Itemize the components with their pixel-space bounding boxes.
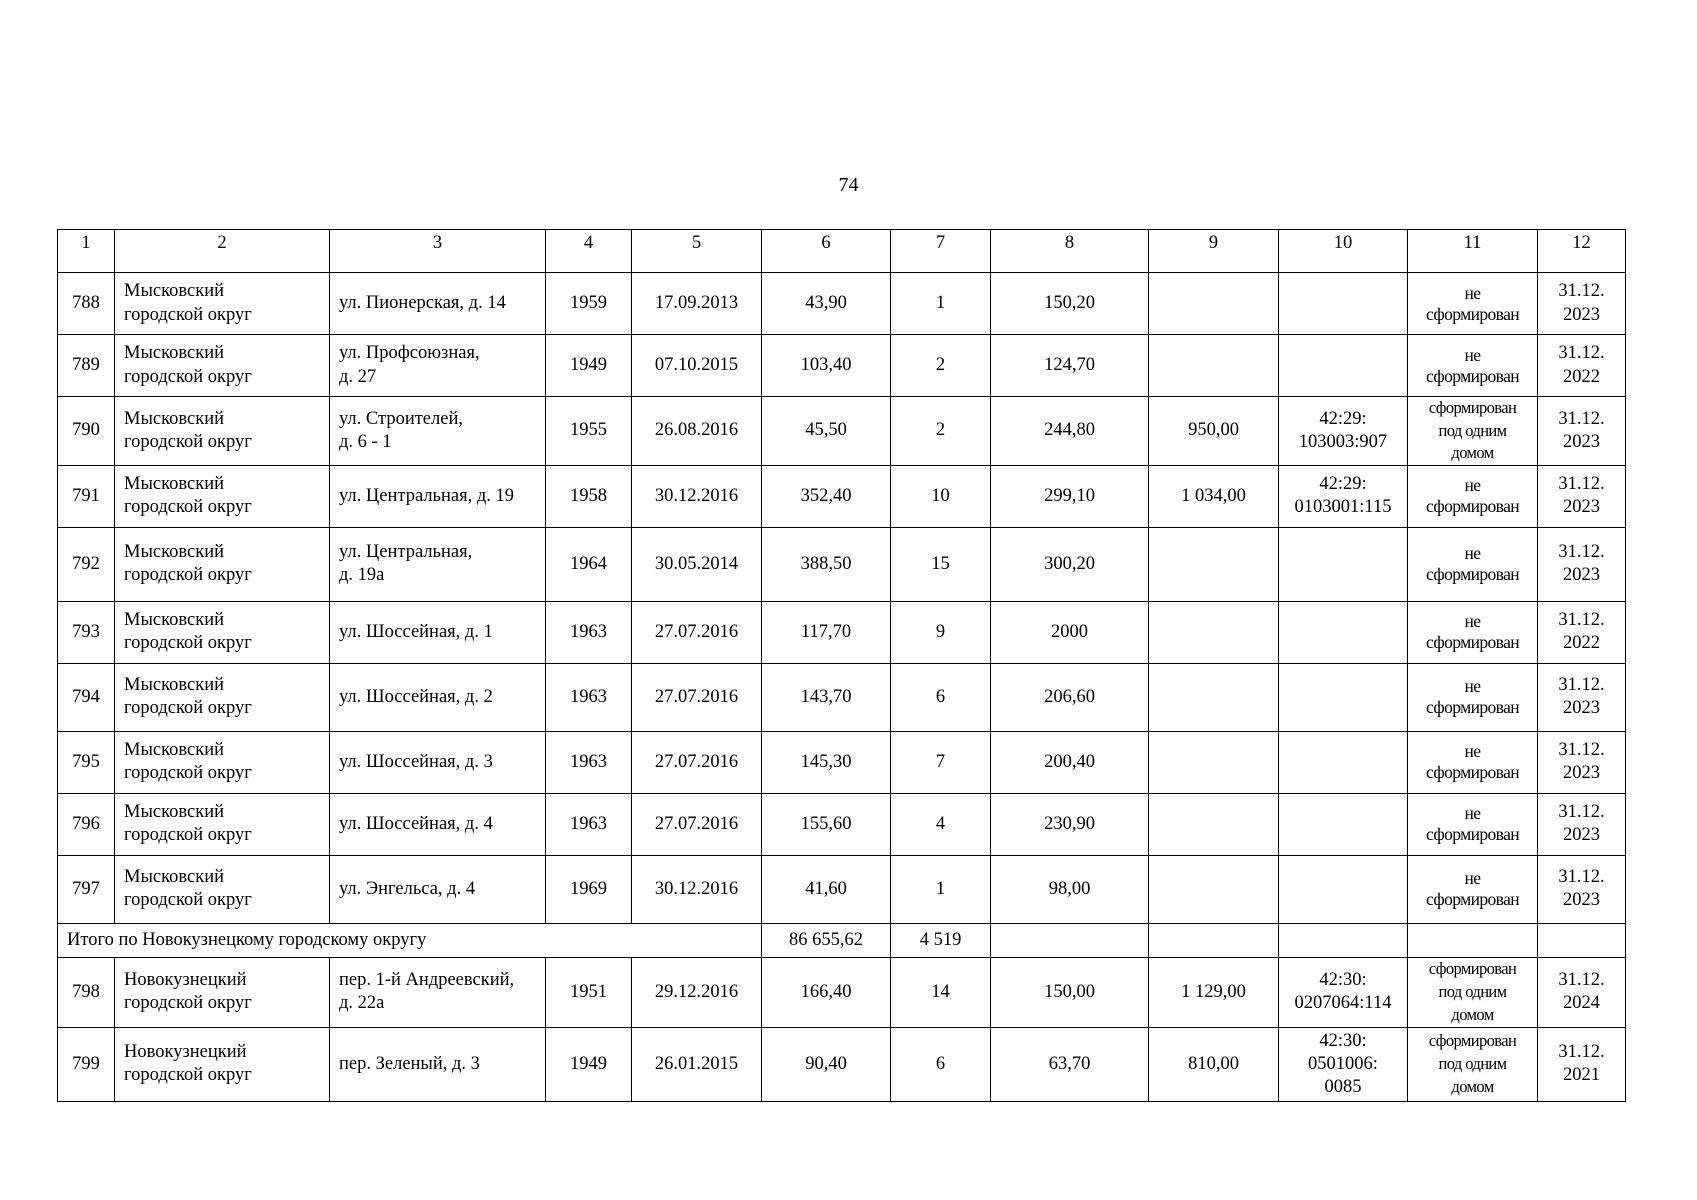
cell-line: городской округ (124, 565, 252, 586)
cell-line: ул. Шоссейная, д. 4 (339, 813, 493, 834)
cell-line: городской округ (124, 993, 252, 1014)
cadastral-number-cell (1279, 397, 1408, 466)
cell-line: 31.12. (1558, 970, 1605, 991)
cell-line: Мысковский (124, 610, 225, 631)
table-row (58, 793, 1626, 855)
year-built-cell: 1949 (546, 335, 632, 397)
cell-line: д. 22а (339, 993, 385, 1014)
year-built-cell: 1951 (546, 957, 632, 1027)
cell-line: 42:30: (1319, 1030, 1367, 1051)
table-row (58, 527, 1626, 601)
table-row (58, 465, 1626, 527)
deadline-cell (1538, 731, 1626, 793)
column-number-cell: 6 (762, 230, 891, 273)
column-9-cell: 950,00 (1149, 397, 1279, 466)
residents-cell: 6 (891, 663, 991, 731)
land-status-cell (1408, 273, 1538, 335)
municipality-cell (115, 601, 330, 663)
cell-line: 0103001:115 (1294, 497, 1392, 518)
year-built-cell: 1963 (546, 601, 632, 663)
recognition-date-cell: 30.05.2014 (632, 527, 762, 601)
cell-line: ул. Шоссейная, д. 3 (339, 751, 493, 772)
cell-line: ул. Строителей, (339, 408, 463, 429)
row-number-cell: 794 (58, 663, 115, 731)
cell-line: 31.12. (1558, 542, 1605, 563)
land-status-cell (1408, 601, 1538, 663)
cadastral-number-cell (1279, 273, 1408, 335)
cell-line: 31.12. (1558, 281, 1605, 302)
cell-line: домом (1451, 1076, 1494, 1096)
column-8-cell: 244,80 (991, 397, 1149, 466)
cell-line: не (1464, 543, 1481, 564)
year-built-cell: 1963 (546, 663, 632, 731)
recognition-date-cell: 30.12.2016 (632, 855, 762, 923)
municipality-cell (115, 663, 330, 731)
cell-line: городской округ (124, 366, 252, 387)
cell-line: городской округ (124, 890, 252, 911)
row-number-cell: 793 (58, 601, 115, 663)
column-number-cell: 1 (58, 230, 115, 273)
column-number-cell: 4 (546, 230, 632, 273)
cell-line: ул. Центральная, д. 19 (339, 485, 515, 506)
total-row (58, 923, 1626, 957)
municipality-cell (115, 273, 330, 335)
cell-line: 2023 (1563, 497, 1600, 518)
residents-cell: 7 (891, 731, 991, 793)
column-9-cell: 810,00 (1149, 1027, 1279, 1101)
address-cell (330, 793, 546, 855)
cell-line: Новокузнецкий (124, 1042, 247, 1063)
column-9-cell: 1 129,00 (1149, 957, 1279, 1027)
area-cell: 43,90 (762, 273, 891, 335)
total-empty-cell (1149, 923, 1279, 957)
area-cell: 166,40 (762, 957, 891, 1027)
area-cell: 90,40 (762, 1027, 891, 1101)
recognition-date-cell: 27.07.2016 (632, 793, 762, 855)
cadastral-number-cell (1279, 855, 1408, 923)
cell-line: 2023 (1563, 698, 1600, 719)
cell-line: 31.12. (1558, 408, 1605, 429)
year-built-cell: 1963 (546, 793, 632, 855)
deadline-cell (1538, 465, 1626, 527)
municipality-cell (115, 731, 330, 793)
cell-line: ул. Шоссейная, д. 2 (339, 686, 493, 707)
cell-line: д. 27 (339, 366, 377, 387)
address-cell (330, 601, 546, 663)
cadastral-number-cell (1279, 335, 1408, 397)
cell-line: Мысковский (124, 474, 225, 495)
row-number-cell: 788 (58, 273, 115, 335)
land-status-cell (1408, 855, 1538, 923)
municipality-cell (115, 957, 330, 1027)
cell-line: 2024 (1563, 993, 1600, 1014)
row-number-cell: 797 (58, 855, 115, 923)
year-built-cell: 1958 (546, 465, 632, 527)
cell-line: сформирован (1425, 303, 1520, 324)
municipality-cell (115, 855, 330, 923)
cell-line: городской округ (124, 1065, 252, 1086)
cell-line: Мысковский (124, 740, 225, 761)
cell-line: не (1464, 475, 1481, 496)
deadline-cell (1538, 397, 1626, 466)
column-8-cell: 124,70 (991, 335, 1149, 397)
cell-line: пер. Зеленый, д. 3 (339, 1053, 480, 1074)
cell-line: 0501006: (1308, 1053, 1378, 1074)
column-number-cell: 2 (115, 230, 330, 273)
cell-line: городской округ (124, 431, 252, 452)
table-row (58, 397, 1626, 466)
cell-line: не (1464, 344, 1481, 365)
cadastral-number-cell (1279, 731, 1408, 793)
column-8-cell: 299,10 (991, 465, 1149, 527)
cell-line: Мысковский (124, 802, 225, 823)
cell-line: 31.12. (1558, 1042, 1605, 1063)
total-area-cell: 86 655,62 (762, 923, 891, 957)
area-cell: 103,40 (762, 335, 891, 397)
cell-line: не (1464, 741, 1481, 762)
land-status-cell (1408, 335, 1538, 397)
cell-line: под одним (1438, 1053, 1507, 1073)
deadline-cell (1538, 1027, 1626, 1101)
cell-line: сформирован (1425, 697, 1520, 718)
table-row (58, 855, 1626, 923)
recognition-date-cell: 26.01.2015 (632, 1027, 762, 1101)
column-9-cell (1149, 663, 1279, 731)
cell-line: 2023 (1563, 565, 1600, 586)
cell-line: не (1464, 282, 1481, 303)
cell-line: 2023 (1563, 763, 1600, 784)
cell-line: сформирован (1425, 824, 1520, 845)
year-built-cell: 1959 (546, 273, 632, 335)
page-number: 74 (838, 174, 859, 196)
housing-register-table (57, 229, 1626, 1102)
area-cell: 155,60 (762, 793, 891, 855)
cell-line: не (1464, 611, 1481, 632)
cell-line: 31.12. (1558, 474, 1605, 495)
deadline-cell (1538, 957, 1626, 1027)
cell-line: Мысковский (124, 408, 225, 429)
table-row (58, 731, 1626, 793)
recognition-date-cell: 07.10.2015 (632, 335, 762, 397)
residents-cell: 9 (891, 601, 991, 663)
address-cell (330, 1027, 546, 1101)
column-9-cell (1149, 601, 1279, 663)
address-cell (330, 335, 546, 397)
column-9-cell: 1 034,00 (1149, 465, 1279, 527)
deadline-cell (1538, 855, 1626, 923)
row-number-cell: 790 (58, 397, 115, 466)
column-8-cell: 300,20 (991, 527, 1149, 601)
deadline-cell (1538, 527, 1626, 601)
cell-line: городской округ (124, 633, 252, 654)
column-number-cell: 12 (1538, 230, 1626, 273)
cell-line: Мысковский (124, 281, 225, 302)
area-cell: 45,50 (762, 397, 891, 466)
cell-line: 31.12. (1558, 740, 1605, 761)
row-number-cell: 789 (58, 335, 115, 397)
municipality-cell (115, 1027, 330, 1101)
year-built-cell: 1964 (546, 527, 632, 601)
cell-line: 31.12. (1558, 867, 1605, 888)
recognition-date-cell: 29.12.2016 (632, 957, 762, 1027)
cell-line: Мысковский (124, 867, 225, 888)
address-cell (330, 273, 546, 335)
column-number-header-row (58, 230, 1626, 273)
table-row (58, 273, 1626, 335)
column-number-cell: 9 (1149, 230, 1279, 273)
row-number-cell: 795 (58, 731, 115, 793)
land-status-cell (1408, 1027, 1538, 1101)
deadline-cell (1538, 273, 1626, 335)
year-built-cell: 1969 (546, 855, 632, 923)
column-8-cell: 150,00 (991, 957, 1149, 1027)
cell-line: 2022 (1563, 366, 1600, 387)
area-cell: 145,30 (762, 731, 891, 793)
municipality-cell (115, 335, 330, 397)
total-label: Итого по Новокузнецкому городскому округу (58, 923, 762, 957)
residents-cell: 10 (891, 465, 991, 527)
cell-line: под одним (1438, 981, 1507, 1001)
municipality-cell (115, 465, 330, 527)
residents-cell: 14 (891, 957, 991, 1027)
cell-line: 31.12. (1558, 610, 1605, 631)
cell-line: ул. Пионерская, д. 14 (339, 292, 506, 313)
column-8-cell: 2000 (991, 601, 1149, 663)
cell-line: Новокузнецкий (124, 970, 247, 991)
residents-cell: 4 (891, 793, 991, 855)
recognition-date-cell: 27.07.2016 (632, 731, 762, 793)
column-8-cell: 200,40 (991, 731, 1149, 793)
cell-line: 0085 (1324, 1076, 1362, 1097)
column-8-cell: 150,20 (991, 273, 1149, 335)
column-9-cell (1149, 731, 1279, 793)
land-status-cell (1408, 527, 1538, 601)
table-row (58, 1027, 1626, 1101)
area-cell: 143,70 (762, 663, 891, 731)
cell-line: сформирован (1425, 496, 1520, 517)
cell-line: 2023 (1563, 825, 1600, 846)
column-8-cell: 98,00 (991, 855, 1149, 923)
residents-cell: 2 (891, 397, 991, 466)
cell-line: 42:30: (1319, 970, 1367, 991)
total-empty-cell (1408, 923, 1538, 957)
year-built-cell: 1949 (546, 1027, 632, 1101)
cell-line: 2021 (1563, 1065, 1600, 1086)
cell-line: городской округ (124, 825, 252, 846)
cell-line: ул. Шоссейная, д. 1 (339, 621, 493, 642)
area-cell: 117,70 (762, 601, 891, 663)
recognition-date-cell: 27.07.2016 (632, 663, 762, 731)
address-cell (330, 465, 546, 527)
land-status-cell (1408, 793, 1538, 855)
cell-line: Мысковский (124, 675, 225, 696)
table-row (58, 601, 1626, 663)
column-9-cell (1149, 793, 1279, 855)
cell-line: ул. Профсоюзная, (339, 343, 480, 364)
residents-cell: 2 (891, 335, 991, 397)
column-8-cell: 206,60 (991, 663, 1149, 731)
residents-cell: 6 (891, 1027, 991, 1101)
column-8-cell: 63,70 (991, 1027, 1149, 1101)
cell-line: сформирован (1425, 889, 1520, 910)
cell-line: 103003:907 (1298, 431, 1388, 452)
cadastral-number-cell (1279, 465, 1408, 527)
column-number-cell: 8 (991, 230, 1149, 273)
year-built-cell: 1963 (546, 731, 632, 793)
total-residents-cell: 4 519 (891, 923, 991, 957)
column-9-cell (1149, 527, 1279, 601)
cadastral-number-cell (1279, 957, 1408, 1027)
column-number-cell: 7 (891, 230, 991, 273)
land-status-cell (1408, 663, 1538, 731)
total-empty-cell (1538, 923, 1626, 957)
municipality-cell (115, 397, 330, 466)
municipality-cell (115, 527, 330, 601)
cell-line: 31.12. (1558, 802, 1605, 823)
deadline-cell (1538, 663, 1626, 731)
address-cell (330, 527, 546, 601)
row-number-cell: 798 (58, 957, 115, 1027)
column-number-cell: 10 (1279, 230, 1408, 273)
column-number-cell: 3 (330, 230, 546, 273)
table-row (58, 335, 1626, 397)
column-9-cell (1149, 273, 1279, 335)
cell-line: сформирован (1425, 365, 1520, 386)
recognition-date-cell: 27.07.2016 (632, 601, 762, 663)
row-number-cell: 791 (58, 465, 115, 527)
cadastral-number-cell (1279, 527, 1408, 601)
area-cell: 41,60 (762, 855, 891, 923)
table-row (58, 957, 1626, 1027)
cell-line: городской округ (124, 497, 252, 518)
cell-line: 2023 (1563, 431, 1600, 452)
cell-line: не (1464, 676, 1481, 697)
column-number-cell: 11 (1408, 230, 1538, 273)
cell-line: 0207064:114 (1294, 993, 1392, 1014)
residents-cell: 1 (891, 855, 991, 923)
cell-line: 31.12. (1558, 675, 1605, 696)
cell-line: сформирован (1428, 398, 1517, 417)
cell-line: сформирован (1425, 632, 1520, 653)
cell-line: домом (1451, 443, 1494, 463)
deadline-cell (1538, 793, 1626, 855)
address-cell (330, 957, 546, 1027)
cadastral-number-cell (1279, 1027, 1408, 1101)
recognition-date-cell: 30.12.2016 (632, 465, 762, 527)
recognition-date-cell: 17.09.2013 (632, 273, 762, 335)
cell-line: 42:29: (1319, 408, 1367, 429)
total-empty-cell (1279, 923, 1408, 957)
cell-line: д. 6 - 1 (339, 431, 392, 452)
address-cell (330, 663, 546, 731)
land-status-cell (1408, 957, 1538, 1027)
cell-line: 42:29: (1319, 474, 1367, 495)
table-row (58, 663, 1626, 731)
cell-line: сформирован (1428, 1031, 1517, 1051)
cell-line: не (1464, 868, 1481, 889)
cell-line: домом (1451, 1004, 1494, 1024)
land-status-cell (1408, 731, 1538, 793)
cell-line: 2023 (1563, 890, 1600, 911)
row-number-cell: 792 (58, 527, 115, 601)
cadastral-number-cell (1279, 663, 1408, 731)
area-cell: 388,50 (762, 527, 891, 601)
cell-line: не (1464, 803, 1481, 824)
cell-line: Мысковский (124, 343, 225, 364)
area-cell: 352,40 (762, 465, 891, 527)
total-empty-cell (991, 923, 1149, 957)
municipality-cell (115, 793, 330, 855)
land-status-cell (1408, 465, 1538, 527)
land-status-cell (1408, 397, 1538, 466)
cell-line: Мысковский (124, 542, 225, 563)
cell-line: городской округ (124, 304, 252, 325)
cell-line: сформирован (1425, 564, 1520, 585)
cell-line: городской округ (124, 698, 252, 719)
residents-cell: 15 (891, 527, 991, 601)
column-8-cell: 230,90 (991, 793, 1149, 855)
cell-line: ул. Центральная, (339, 542, 473, 563)
column-9-cell (1149, 335, 1279, 397)
cadastral-number-cell (1279, 793, 1408, 855)
deadline-cell (1538, 335, 1626, 397)
cell-line: 2022 (1563, 633, 1600, 654)
address-cell (330, 731, 546, 793)
cadastral-number-cell (1279, 601, 1408, 663)
cell-line: под одним (1438, 420, 1507, 440)
recognition-date-cell: 26.08.2016 (632, 397, 762, 466)
column-number-cell: 5 (632, 230, 762, 273)
cell-line: сформирован (1428, 959, 1517, 979)
cell-line: 2023 (1563, 304, 1600, 325)
cell-line: городской округ (124, 763, 252, 784)
row-number-cell: 796 (58, 793, 115, 855)
year-built-cell: 1955 (546, 397, 632, 466)
cell-line: пер. 1-й Андреевский, (339, 970, 515, 991)
deadline-cell (1538, 601, 1626, 663)
row-number-cell: 799 (58, 1027, 115, 1101)
residents-cell: 1 (891, 273, 991, 335)
cell-line: д. 19а (339, 565, 385, 586)
address-cell (330, 855, 546, 923)
column-9-cell (1149, 855, 1279, 923)
cell-line: сформирован (1425, 762, 1520, 783)
cell-line: ул. Энгельса, д. 4 (339, 878, 476, 899)
cell-line: 31.12. (1558, 343, 1605, 364)
address-cell (330, 397, 546, 466)
